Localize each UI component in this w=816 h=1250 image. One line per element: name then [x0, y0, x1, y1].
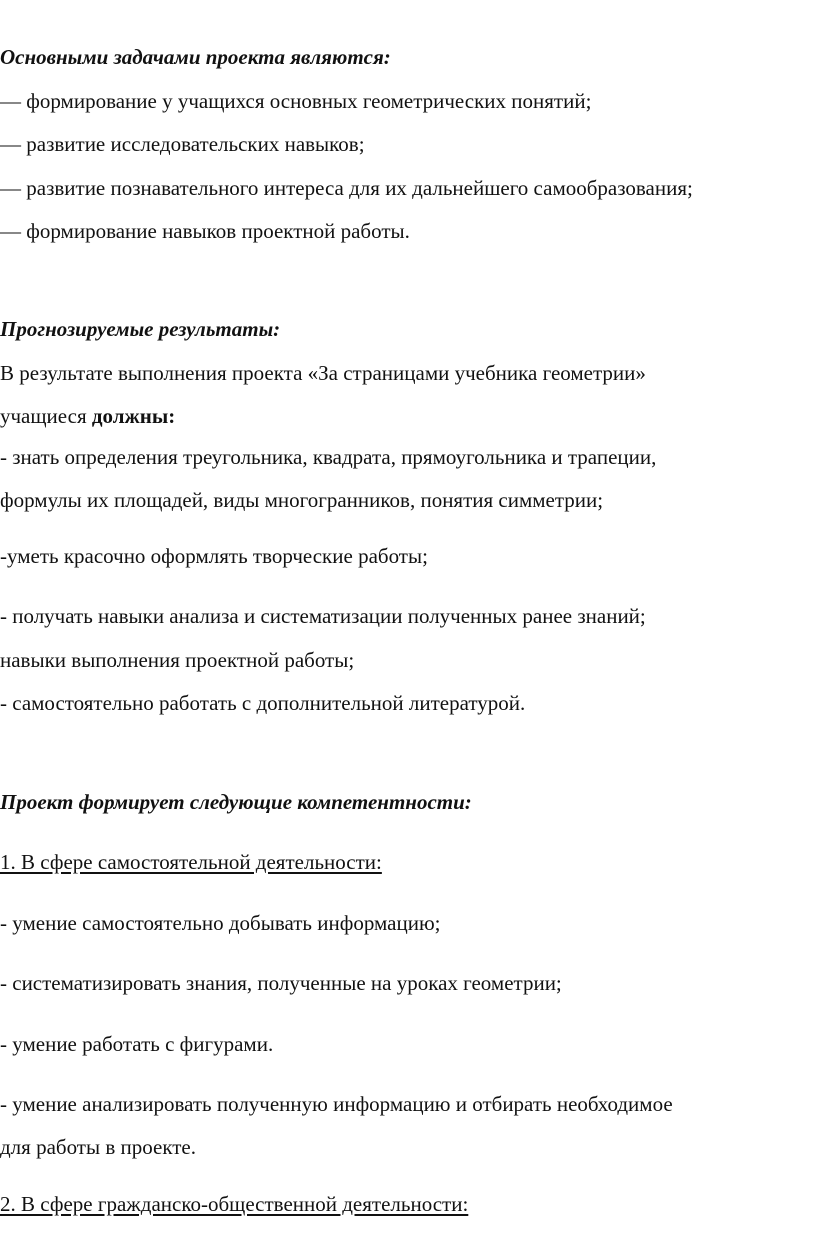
competencies-item: - умение работать с фигурами.: [0, 1032, 274, 1056]
competencies-subheading-2: 2. В сфере гражданско-общественной деятельности:: [0, 1192, 469, 1216]
competencies-item: для работы в проекте.: [0, 1135, 196, 1159]
competencies-item: - умение самостоятельно добывать информацию;: [0, 911, 441, 935]
results-intro-line-2: [0, 403, 175, 429]
results-item: -уметь красочно оформлять творческие работы;: [0, 544, 428, 568]
results-heading: Прогнозируемые результаты:: [0, 317, 281, 341]
results-item: - знать определения треугольника, квадрата, прямоугольника и трапеции,: [0, 445, 657, 469]
results-item: - получать навыки анализа и систематизации полученных ранее знаний;: [0, 604, 646, 628]
tasks-heading: Основными задачами проекта являются:: [0, 45, 391, 69]
competencies-heading: Проект формирует следующие компетентности:: [0, 790, 472, 814]
competencies-item: - умение анализировать полученную информацию и отбирать необходимое: [0, 1092, 673, 1116]
results-intro-bold: должны:: [91, 404, 176, 428]
tasks-item: — развитие познавательного интереса для их дальнейшего самообразования;: [0, 176, 693, 200]
tasks-item: — формирование навыков проектной работы.: [0, 219, 410, 243]
tasks-item: — развитие исследовательских навыков;: [0, 132, 365, 156]
results-intro-line-1: В результате выполнения проекта «За страницами учебника геометрии»: [0, 361, 646, 385]
results-item: формулы их площадей, виды многогранников, понятия симметрии;: [0, 488, 604, 512]
competencies-item: - систематизировать знания, полученные на уроках геометрии;: [0, 971, 562, 995]
results-item: навыки выполнения проектной работы;: [0, 648, 355, 672]
tasks-item: — формирование у учащихся основных геометрических понятий;: [0, 89, 592, 113]
competencies-subheading-1: 1. В сфере самостоятельной деятельности:: [0, 850, 382, 874]
results-item: - самостоятельно работать с дополнительной литературой.: [0, 691, 526, 715]
results-intro-prefix: учащиеся: [0, 404, 92, 428]
